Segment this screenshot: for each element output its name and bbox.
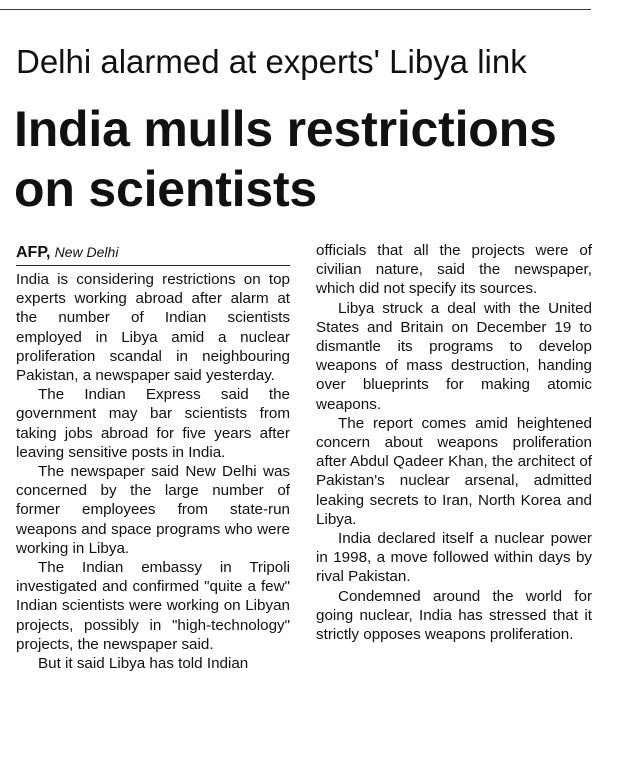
article-column-right [316,243,592,644]
kicker-headline: Delhi alarmed at experts' Libya link [16,43,527,80]
byline-agency: AFP, [16,244,51,261]
byline-place: New Delhi [54,244,119,260]
byline [16,243,290,266]
paragraph: Condemned around the world for going nuclear, India has stressed that it strictly opposes weapons proliferation. [316,587,592,644]
paragraph: The Indian Express said the government may bar scientists from taking jobs abroad for five years after leaving sensitive posts in India. [16,386,290,461]
article-column-left [16,243,290,673]
paragraph: Libya struck a deal with the United States and Britain on December 19 to dismantle its programs to develop weapons of mass destruction, handing over blueprints for making atomic weapons. [316,299,592,413]
top-rule [0,9,591,10]
paragraph: India is considering restrictions on top experts working abroad after alarm at the number of Indian scientists employed in Libya amid a nuclear proliferation scandal in neighbouring Pakistan, a newspaper said yesterday. [16,271,290,385]
paragraph: The newspaper said New Delhi was concerned by the large number of former employees from state-run weapons and space programs who were working in Libya. [16,463,290,557]
paragraph: The report comes amid heightened concern about weapons proliferation after Abdul Qadeer Khan, the architect of Pakistan's nuclear arsenal, admitted leaking secrets to Iran, North Korea and Libya. [316,414,592,528]
headline-line-1: India mulls restrictions [14,101,557,157]
paragraph: officials that all the projects were of civilian nature, said the newspaper, which did not specify its sources. [316,242,592,298]
headline-line-2: on scientists [14,161,318,217]
paragraph: The Indian embassy in Tripoli investigated and confirmed "quite a few" Indian scientists were working on Libyan projects, possibly in "high-technology" projects, the newspaper said. [16,559,290,653]
main-headline [14,99,557,219]
paragraph: But it said Libya has told Indian [38,655,249,673]
paragraph: India declared itself a nuclear power in 1998, a move followed within days by rival Pakistan. [316,530,592,586]
